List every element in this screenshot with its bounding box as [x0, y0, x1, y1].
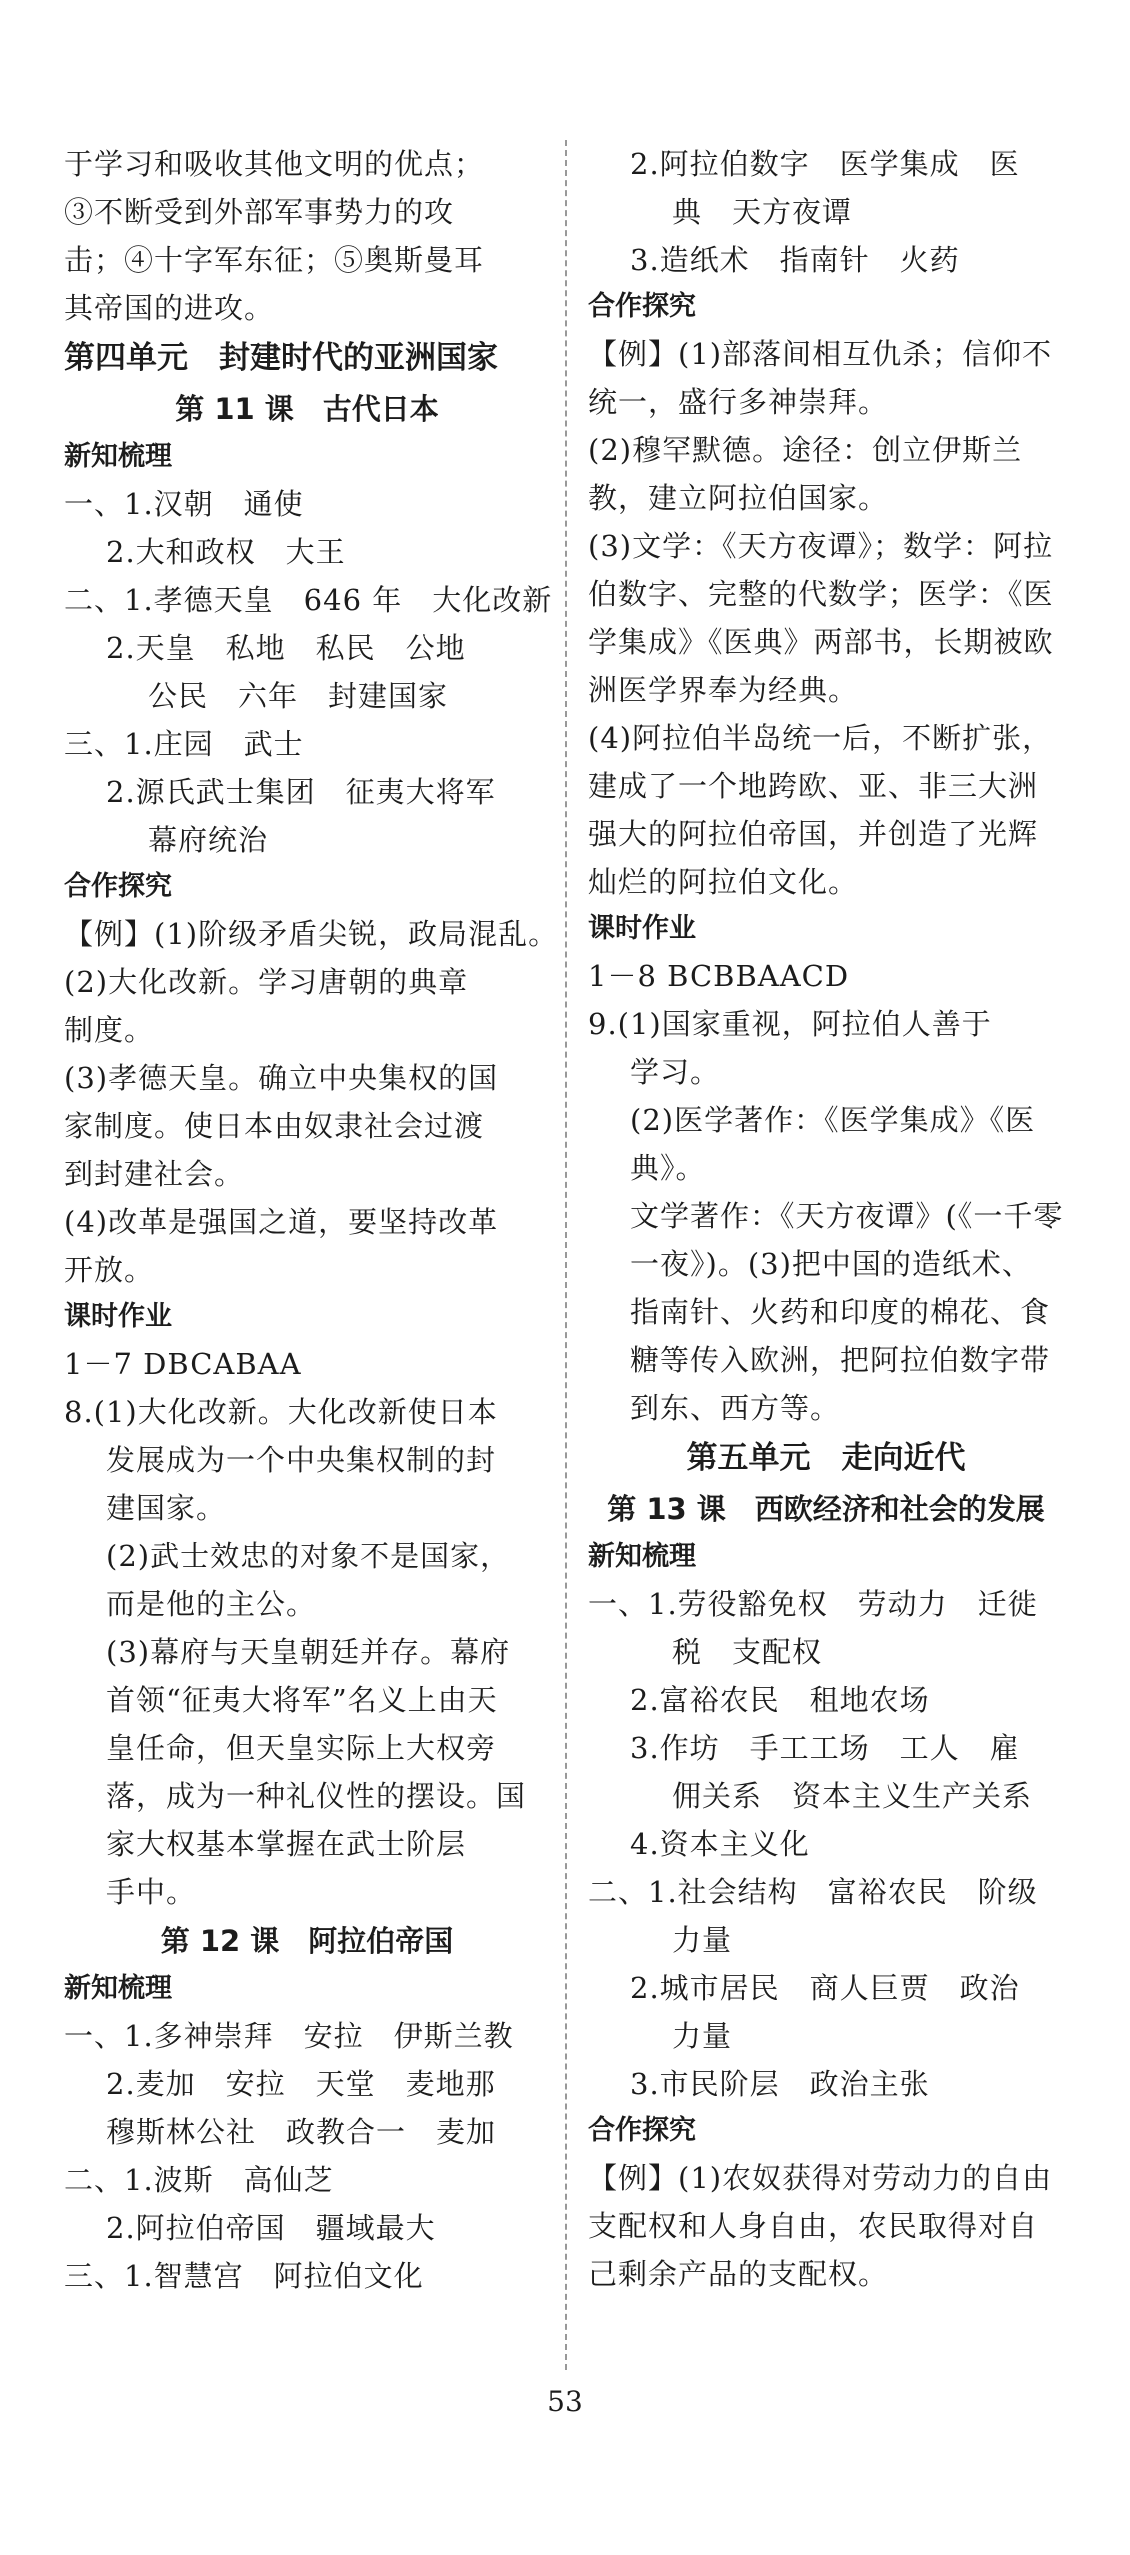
text-line: 开放。 — [64, 1253, 155, 1287]
text-line: 手中。 — [106, 1875, 197, 1909]
text-line: 【例】(1)部落间相互仇杀；信仰不 — [588, 337, 1053, 371]
text-line: (4)阿拉伯半岛统一后，不断扩张， — [588, 721, 1053, 755]
text-line: 2.阿拉伯帝国 疆域最大 — [106, 2211, 436, 2245]
text-line: 皇任命，但天皇实际上大权旁 — [106, 1731, 497, 1765]
text-line: 典》。 — [630, 1151, 706, 1185]
text-line: 9.(1)国家重视，阿拉伯人善于 — [588, 1007, 992, 1041]
text-line: (3)幕府与天皇朝廷并存。幕府 — [106, 1635, 511, 1669]
text-line: (2)武士效忠的对象不是国家， — [106, 1539, 511, 1573]
text-line: 一、1.汉朝 通使 — [64, 487, 304, 521]
unit-heading: 第四单元 封建时代的亚洲国家 — [64, 340, 498, 376]
text-line: 税 支配权 — [672, 1635, 823, 1669]
text-line: 其帝国的进攻。 — [64, 291, 275, 325]
text-line: 2.大和政权 大王 — [106, 535, 346, 569]
text-line: 建国家。 — [106, 1491, 227, 1525]
text-line: 力量 — [672, 2019, 733, 2053]
text-line: 3.作坊 手工工场 工人 雇 — [630, 1731, 1020, 1765]
text-line: 家制度。使日本由奴隶社会过渡 — [64, 1109, 485, 1143]
text-line: 到封建社会。 — [64, 1157, 245, 1191]
text-line: 二、1.社会结构 富裕农民 阶级 — [588, 1875, 1038, 1909]
unit-heading: 第五单元 走向近代 — [686, 1440, 966, 1476]
text-line: 三、1.庄园 武士 — [64, 727, 304, 761]
text-line: 强大的阿拉伯帝国，并创造了光辉 — [588, 817, 1039, 851]
text-line: 于学习和吸收其他文明的优点； — [64, 147, 485, 181]
text-line: 二、1.波斯 高仙芝 — [64, 2163, 334, 2197]
column-divider — [565, 140, 567, 2370]
text-line: (3)文学：《天方夜谭》；数学：阿拉 — [588, 529, 1054, 563]
text-line: 发展成为一个中央集权制的封 — [106, 1443, 497, 1477]
text-line: 制度。 — [64, 1013, 155, 1047]
right-column — [588, 140, 1064, 2298]
text-line: 公民 六年 封建国家 — [148, 679, 449, 713]
section-heading: 合作探究 — [64, 871, 172, 902]
text-line: 学集成》《医典》两部书，长期被欧 — [588, 625, 1054, 659]
text-line: 建成了一个地跨欧、亚、非三大洲 — [588, 769, 1039, 803]
lesson-heading: 第 12 课 阿拉伯帝国 — [160, 1924, 454, 1958]
text-line: 穆斯林公社 政教合一 麦加 — [106, 2115, 497, 2149]
text-line: 【例】(1)阶级矛盾尖锐，政局混乱。 — [64, 917, 559, 951]
section-heading: 课时作业 — [64, 1301, 172, 1332]
text-line: 三、1.智慧宫 阿拉伯文化 — [64, 2259, 424, 2293]
section-heading: 合作探究 — [588, 2115, 696, 2146]
text-line: 3.造纸术 指南针 火药 — [630, 243, 960, 277]
text-line: 伯数字、完整的代数学；医学：《医 — [588, 577, 1054, 611]
text-line: (2)医学著作：《医学集成》《医 — [630, 1103, 1036, 1137]
text-line: 己剩余产品的支配权。 — [588, 2257, 889, 2291]
text-line: 1－8 BCBBAACD — [588, 959, 850, 993]
text-line: 击；④十字军东征；⑤奥斯曼耳 — [64, 243, 485, 277]
text-line: (3)孝德天皇。确立中央集权的国 — [64, 1061, 499, 1095]
text-line: 一夜》)。(3)把中国的造纸术、 — [630, 1247, 1032, 1281]
text-line: 幕府统治 — [148, 823, 269, 857]
text-line: 灿烂的阿拉伯文化。 — [588, 865, 859, 899]
text-line: 1－7 DBCABAA — [64, 1347, 302, 1381]
text-line: 典 天方夜谭 — [672, 195, 853, 229]
section-heading: 新知梳理 — [64, 441, 172, 472]
text-line: 一、1.劳役豁免权 劳动力 迁徙 — [588, 1587, 1038, 1621]
text-line: 2.阿拉伯数字 医学集成 医 — [630, 147, 1020, 181]
section-heading: 合作探究 — [588, 291, 696, 322]
text-line: 洲医学界奉为经典。 — [588, 673, 859, 707]
page-number: 53 — [547, 2385, 583, 2418]
text-line: 家大权基本掌握在武士阶层 — [106, 1827, 467, 1861]
section-heading: 新知梳理 — [588, 1541, 696, 1572]
text-line: 4.资本主义化 — [630, 1827, 810, 1861]
text-line: (4)改革是强国之道，要坚持改革 — [64, 1205, 499, 1239]
text-line: 学习。 — [630, 1055, 721, 1089]
text-line: 佣关系 资本主义生产关系 — [672, 1779, 1033, 1813]
text-line: (2)大化改新。学习唐朝的典章 — [64, 965, 469, 999]
text-line: 一、1.多神崇拜 安拉 伊斯兰教 — [64, 2019, 514, 2053]
text-line: 文学著作：《天方夜谭》(《一千零 — [630, 1199, 1064, 1233]
text-line: 8.(1)大化改新。大化改新使日本 — [64, 1395, 498, 1429]
lesson-heading: 第 13 课 西欧经济和社会的发展 — [607, 1492, 1045, 1526]
text-line: 统一，盛行多神崇拜。 — [588, 385, 889, 419]
text-line: 2.富裕农民 租地农场 — [630, 1683, 930, 1717]
text-line: 首领“征夷大将军”名义上由天 — [106, 1683, 498, 1717]
text-line: 支配权和人身自由，农民取得对自 — [588, 2209, 1039, 2243]
section-heading: 新知梳理 — [64, 1973, 172, 2004]
text-line: 2.天皇 私地 私民 公地 — [106, 631, 466, 665]
text-line: 2.麦加 安拉 天堂 麦地那 — [106, 2067, 496, 2101]
text-line: 二、1.孝德天皇 646 年 大化改新 — [64, 583, 553, 617]
text-line: (2)穆罕默德。途径：创立伊斯兰 — [588, 433, 1023, 467]
text-line: 力量 — [672, 1923, 733, 1957]
text-line: 2.源氏武士集团 征夷大将军 — [106, 775, 496, 809]
text-line: 【例】(1)农奴获得对劳动力的自由 — [588, 2161, 1053, 2195]
text-line: 指南针、火药和印度的棉花、食 — [630, 1295, 1051, 1329]
text-line: 到东、西方等。 — [630, 1391, 841, 1425]
text-line: 教，建立阿拉伯国家。 — [588, 481, 889, 515]
text-line: 3.市民阶层 政治主张 — [630, 2067, 930, 2101]
text-line: ③不断受到外部军事势力的攻 — [64, 195, 455, 229]
lesson-heading: 第 11 课 古代日本 — [175, 392, 439, 426]
section-heading: 课时作业 — [588, 913, 696, 944]
left-column — [64, 140, 559, 2300]
text-line: 而是他的主公。 — [106, 1587, 317, 1621]
text-line: 落，成为一种礼仪性的摆设。国 — [106, 1779, 527, 1813]
text-line: 2.城市居民 商人巨贾 政治 — [630, 1971, 1020, 2005]
text-line: 糖等传入欧洲，把阿拉伯数字带 — [630, 1343, 1051, 1377]
